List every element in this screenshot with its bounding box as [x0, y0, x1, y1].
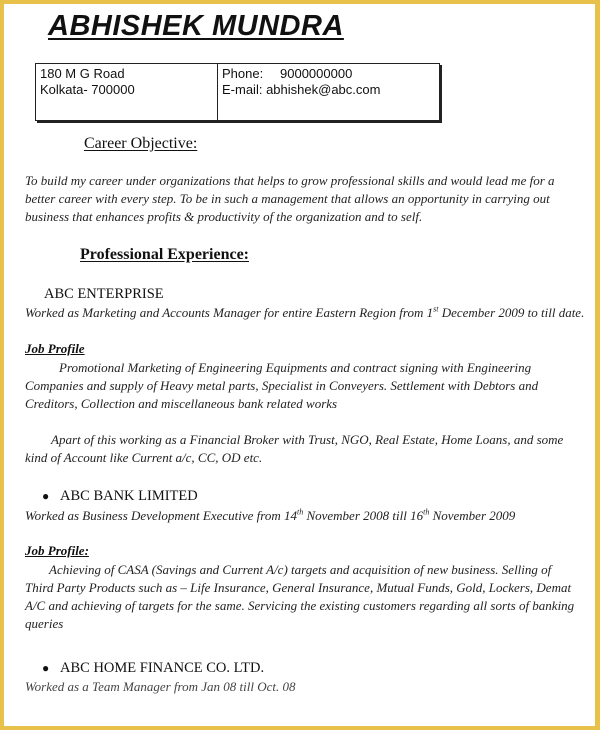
phone-value: 9000000000 [280, 66, 353, 81]
email-row [222, 82, 435, 98]
job3-role: Worked as a Team Manager from Jan 08 till Oct. 08 [25, 679, 296, 694]
job1-role-prefix: Worked as Marketing and Accounts Manager for entire Eastern Region from 1 [25, 305, 434, 320]
candidate-name: ABHISHEK MUNDRA [48, 10, 344, 42]
job3-company-row [42, 660, 264, 677]
job2-company: ABC BANK LIMITED [60, 488, 198, 504]
address-cell [36, 64, 218, 120]
job1-company: ABC ENTERPRISE [44, 286, 164, 302]
job2-company-row [42, 488, 198, 505]
email-label: E-mail: [222, 82, 263, 97]
bullet-icon: ● [42, 661, 50, 675]
job2-role-sup2: th [423, 507, 430, 517]
job2-role-mid: November 2008 till 16 [303, 508, 424, 523]
job1-role-suffix: December 2009 to till date. [438, 305, 585, 320]
email-value: abhishek@abc.com [266, 82, 381, 97]
job2-role-sup: th [296, 507, 304, 517]
bullet-icon: ● [42, 489, 50, 503]
address-line-2: Kolkata- 700000 [40, 82, 135, 97]
job3-company: ABC HOME FINANCE CO. LTD. [60, 660, 265, 676]
phone-label: Phone: [222, 66, 264, 81]
job2-role [25, 507, 585, 525]
job2-role-prefix: Worked as Business Development Executive from 14 [25, 508, 297, 523]
job1-profile-text: Promotional Marketing of Engineering Equipments and contract signing with Engineering Companies and supply of Heavy metal parts, Specialist in Conveyers. Settlement with Debtors and Creditors, Collection and miscellaneous bank related works [25, 360, 539, 411]
contact-box [35, 63, 440, 121]
professional-experience-heading: Professional Experience: [80, 246, 250, 263]
job1-extra-text: Apart of this working as a Financial Broker with Trust, NGO, Real Estate, Home Loans, and some kind of Account like Current a/c, CC, OD etc. [25, 432, 564, 465]
career-objective-heading: Career Objective: [84, 135, 198, 152]
job1-role-sup: st [433, 304, 439, 314]
phone-row [222, 66, 435, 82]
job1-role [25, 304, 585, 322]
job1-profile-label: Job Profile [25, 341, 85, 356]
address-line-1: 180 M G Road [40, 66, 125, 81]
job2-role-suffix: November 2009 [429, 508, 516, 523]
career-objective-text: To build my career under organizations that helps to grow professional skills and would lead me for a better career with every step. To be in such a management that allows an opportunity in carrying out business that enhances profits & productivity of the organization and to self. [25, 173, 555, 224]
job2-profile-label: Job Profile: [25, 543, 89, 558]
job2-profile-text: Achieving of CASA (Savings and Current A/c) targets and acquisition of new business. Selling of Third Party Products such as – Life Insurance, General Insurance, Mutual Funds, Gold, Lockers, Demat A/C and achieving of targets for the same. Servicing the existing customers regarding all sorts of banking queries [25, 562, 575, 631]
contact-cell [218, 64, 439, 120]
